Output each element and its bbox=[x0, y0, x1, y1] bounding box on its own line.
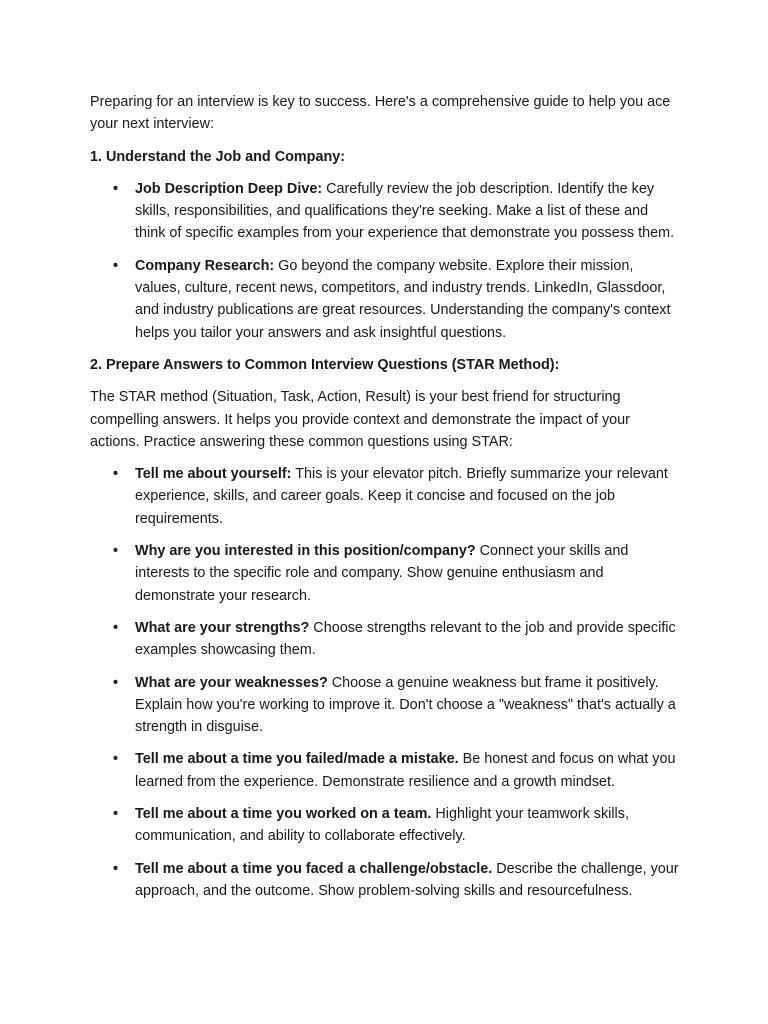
intro-paragraph: Preparing for an interview is key to success. Here's a comprehensive guide to help you ace your next interview: bbox=[90, 94, 671, 133]
list-item-title: Tell me about yourself: bbox=[135, 466, 292, 483]
list-item-text: Describe the challenge, your approach, and the outcome. Show problem-solving skills and resourcefulness. bbox=[135, 860, 679, 899]
list-item-title: Tell me about a time you worked on a team. bbox=[135, 806, 432, 823]
list-item-text: Highlight your teamwork skills, communication, and ability to collaborate effectively. bbox=[135, 806, 629, 845]
list-item-title: What are your strengths? bbox=[135, 619, 310, 636]
section-1-list bbox=[90, 178, 680, 344]
list-item bbox=[113, 748, 680, 793]
section-2-heading: 2. Prepare Answers to Common Interview Questions (STAR Method): bbox=[90, 356, 560, 373]
bullet-icon: • bbox=[113, 543, 119, 560]
bullet-icon: • bbox=[113, 180, 119, 197]
list-item-text: Be honest and focus on what you learned from the experience. Demonstrate resilience and a growth mindset. bbox=[135, 751, 676, 790]
list-item-text: Choose strengths relevant to the job and provide specific examples showcasing them. bbox=[135, 619, 676, 659]
list-item-text: Go beyond the company website. Explore their mission, values, culture, recent news, competitors, and industry trends. LinkedIn, Glassdoor, and industry publications are great resources. Understanding the company's context helps you tailor your answers and ask insightful questions. bbox=[135, 257, 671, 341]
list-item bbox=[113, 803, 680, 848]
list-item bbox=[113, 255, 680, 344]
list-item-title: Why are you interested in this position/company? bbox=[135, 543, 476, 560]
list-item bbox=[113, 540, 680, 607]
bullet-icon: • bbox=[113, 619, 119, 636]
bullet-icon: • bbox=[113, 751, 119, 768]
list-item bbox=[113, 617, 680, 662]
list-item bbox=[113, 672, 680, 739]
section-1-heading: 1. Understand the Job and Company: bbox=[90, 148, 346, 165]
section-2-intro: The STAR method (Situation, Task, Action, Result) is your best friend for structuring compelling answers. It helps you provide context and demonstrate the impact of your actions. Practice answering these common questions using STAR: bbox=[90, 389, 630, 450]
list-item bbox=[113, 463, 680, 530]
bullet-icon: • bbox=[113, 466, 119, 483]
list-item-text: This is your elevator pitch. Briefly summarize your relevant experience, skills, and career goals. Keep it concise and focused on the job requirements. bbox=[135, 466, 668, 527]
list-item-title: Job Description Deep Dive: bbox=[135, 180, 323, 197]
list-item-text: Connect your skills and interests to the specific role and company. Show genuine enthusiasm and demonstrate your research. bbox=[135, 543, 629, 604]
list-item-text: Carefully review the job description. Identify the key skills, responsibilities, and qualifications they're seeking. Make a list of these and think of specific examples from your experience that demonstrate you possess them. bbox=[135, 180, 675, 242]
bullet-icon: • bbox=[113, 806, 119, 823]
list-item bbox=[113, 178, 680, 245]
list-item-title: Tell me about a time you faced a challenge/obstacle. bbox=[135, 860, 493, 877]
list-item-text: Choose a genuine weakness but frame it positively. Explain how you're working to improve it. Don't choose a "weakness" that's actually a strength in disguise. bbox=[135, 674, 676, 736]
bullet-icon: • bbox=[113, 860, 119, 877]
bullet-icon: • bbox=[113, 257, 119, 274]
section-2-list bbox=[90, 463, 680, 902]
bullet-icon: • bbox=[113, 674, 119, 691]
list-item-title: What are your weaknesses? bbox=[135, 674, 328, 691]
list-item-title: Company Research: bbox=[135, 257, 275, 274]
list-item-title: Tell me about a time you failed/made a mistake. bbox=[135, 751, 459, 768]
list-item bbox=[113, 858, 680, 903]
